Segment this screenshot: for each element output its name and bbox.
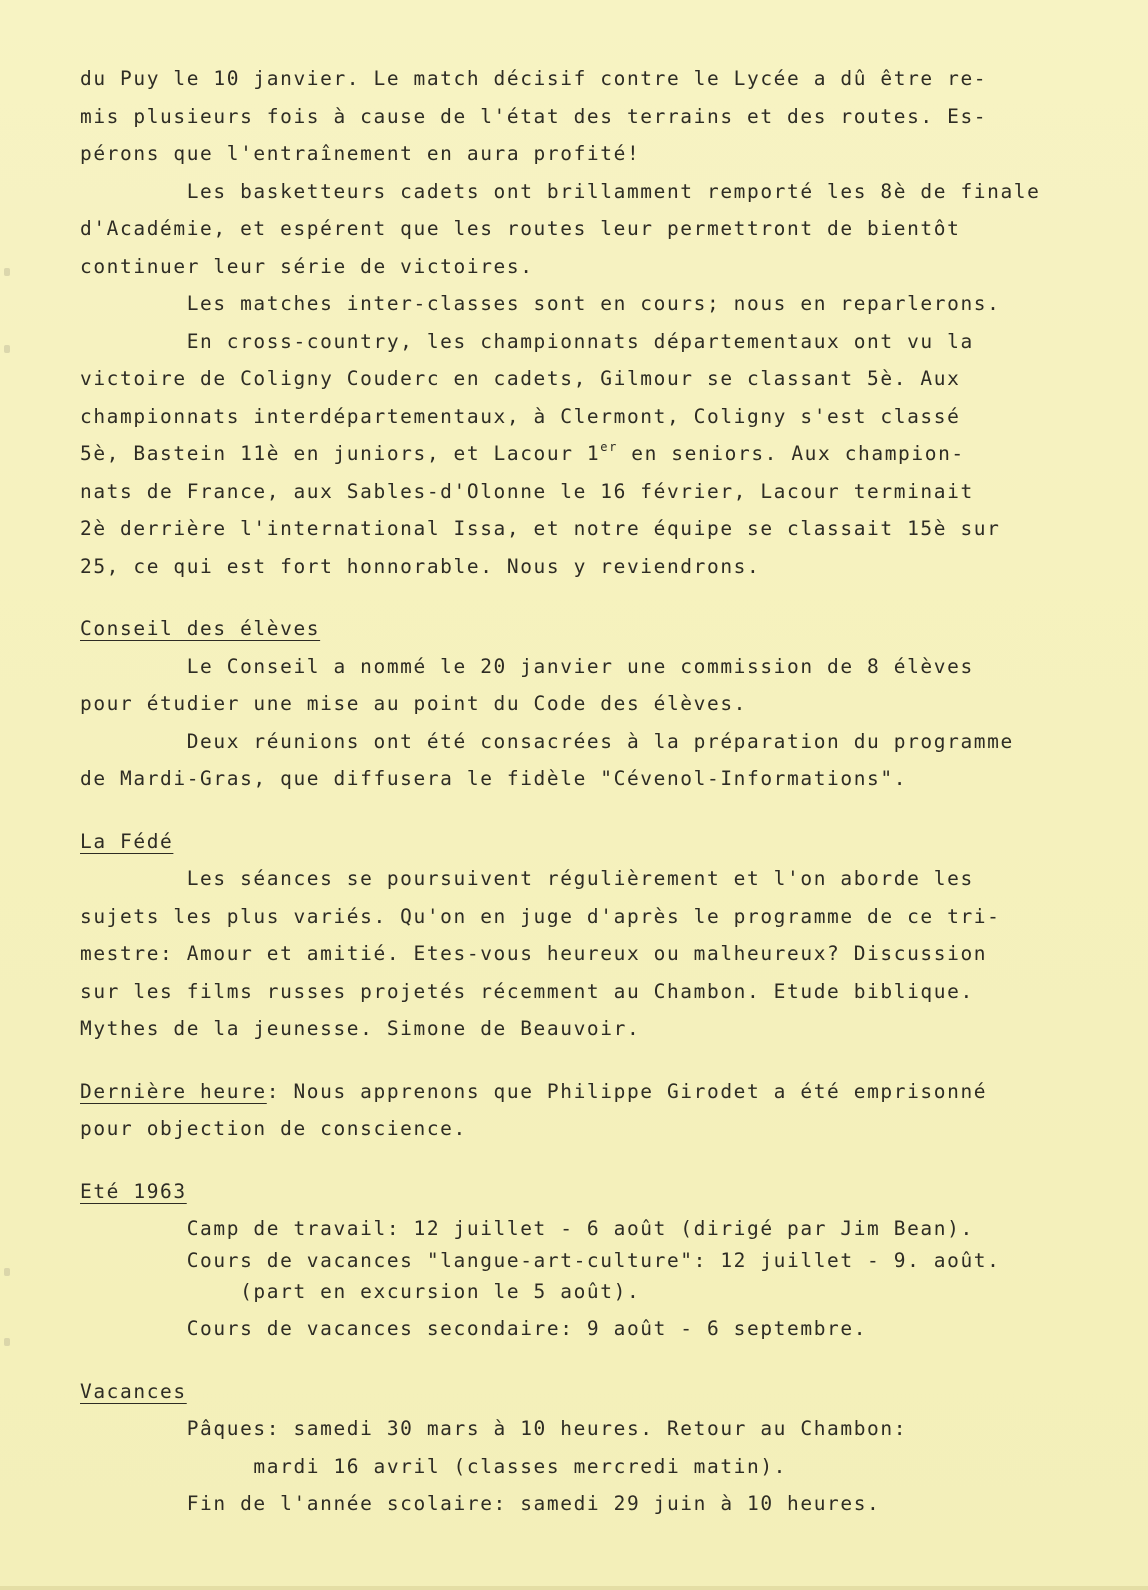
text-line: sur les films russes projetés récemment au Chambon. Etude biblique.: [80, 979, 974, 1003]
margin-speck: [4, 345, 10, 353]
text-line: Pâques: samedi 30 mars à 10 heures. Retour au Chambon:: [80, 1417, 908, 1440]
text-line: Les séances se poursuivent régulièrement et l'on aborde les: [80, 867, 974, 890]
margin-speck: [4, 1268, 10, 1276]
margin-speck: [4, 1338, 10, 1346]
text-segment: en seniors. Aux champion-: [617, 442, 965, 465]
text-line: En cross-country, les championnats départementaux ont vu la: [80, 329, 974, 353]
section-heading: [80, 1173, 1110, 1211]
text-line: 25, ce qui est fort honnorable. Nous y reviendrons.: [80, 554, 761, 578]
text-line: pérons que l'entraînement en aura profité!: [80, 142, 641, 165]
text-line: pour objection de conscience.: [80, 1117, 467, 1140]
text-line: [80, 1073, 1110, 1111]
page-edge: [0, 1586, 1148, 1590]
text-line: victoire de Coligny Couderc en cadets, Gilmour se classant 5è. Aux: [80, 367, 961, 390]
text-line: Camp de travail: 12 juillet - 6 août (dirigé par Jim Bean).: [80, 1217, 974, 1240]
text-line: mestre: Amour et amitié. Etes-vous heureux ou malheureux? Discussion: [80, 942, 988, 965]
text-line-with-superscript: [80, 435, 1110, 473]
text-line: Cours de vacances "langue-art-culture": 12 juillet - 9. août.: [80, 1248, 1001, 1272]
section-heading: [80, 1373, 1110, 1411]
text-line: d'Académie, et espérent que les routes leur permettront de bientôt: [80, 217, 961, 240]
text-line: continuer leur série de victoires.: [80, 254, 534, 278]
heading-ete: Eté 1963: [80, 1179, 187, 1203]
text-line: Fin de l'année scolaire: samedi 29 juin à 10 heures.: [80, 1492, 881, 1515]
text-line: Mythes de la jeunesse. Simone de Beauvoir.: [80, 1017, 641, 1040]
text-line: sujets les plus variés. Qu'on en juge d'après le programme de ce tri-: [80, 904, 1001, 928]
text-line: Deux réunions ont été consacrées à la préparation du programme: [80, 729, 1014, 753]
text-line: Cours de vacances secondaire: 9 août - 6 septembre.: [80, 1317, 868, 1340]
text-line: nats de France, aux Sables-d'Olonne le 16 février, Lacour terminait: [80, 479, 974, 503]
text-line: Les basketteurs cadets ont brillamment remporté les 8è de finale: [80, 179, 1041, 203]
text-line: du Puy le 10 janvier. Le match décisif contre le Lycée a dû être re-: [80, 67, 988, 90]
heading-conseil: Conseil des élèves: [80, 617, 321, 640]
text-segment: : Nous apprenons que Philippe Girodet a été emprisonné: [266, 1079, 988, 1103]
text-line: mis plusieurs fois à cause de l'état des terrains et des routes. Es-: [80, 104, 988, 128]
section-heading: [80, 823, 1110, 861]
ordinal-superscript: er: [600, 440, 618, 454]
text-line: de Mardi-Gras, que diffusera le fidèle "Cévenol-Informations".: [80, 767, 908, 790]
heading-vacances: Vacances: [80, 1379, 187, 1403]
text-line: Le Conseil a nommé le 20 janvier une commission de 8 élèves: [80, 654, 974, 678]
text-line: pour étudier une mise au point du Code des élèves.: [80, 692, 747, 715]
heading-derniere-heure: Dernière heure: [80, 1079, 267, 1103]
text-line: mardi 16 avril (classes mercredi matin).: [80, 1454, 788, 1478]
text-line: championnats interdépartementaux, à Clermont, Coligny s'est classé: [80, 404, 961, 428]
text-line: 2è derrière l'international Issa, et notre équipe se classait 15è sur: [80, 517, 1001, 540]
margin-speck: [4, 268, 10, 276]
text-line: Les matches inter-classes sont en cours; nous en reparlerons.: [80, 292, 1001, 315]
text-line: (part en excursion le 5 août).: [80, 1279, 641, 1303]
section-heading: [80, 610, 1110, 648]
heading-fede: La Fédé: [80, 829, 174, 853]
text-segment: 5è, Bastein 11è en juniors, et Lacour 1: [80, 442, 601, 465]
document-body: [80, 60, 1110, 1523]
